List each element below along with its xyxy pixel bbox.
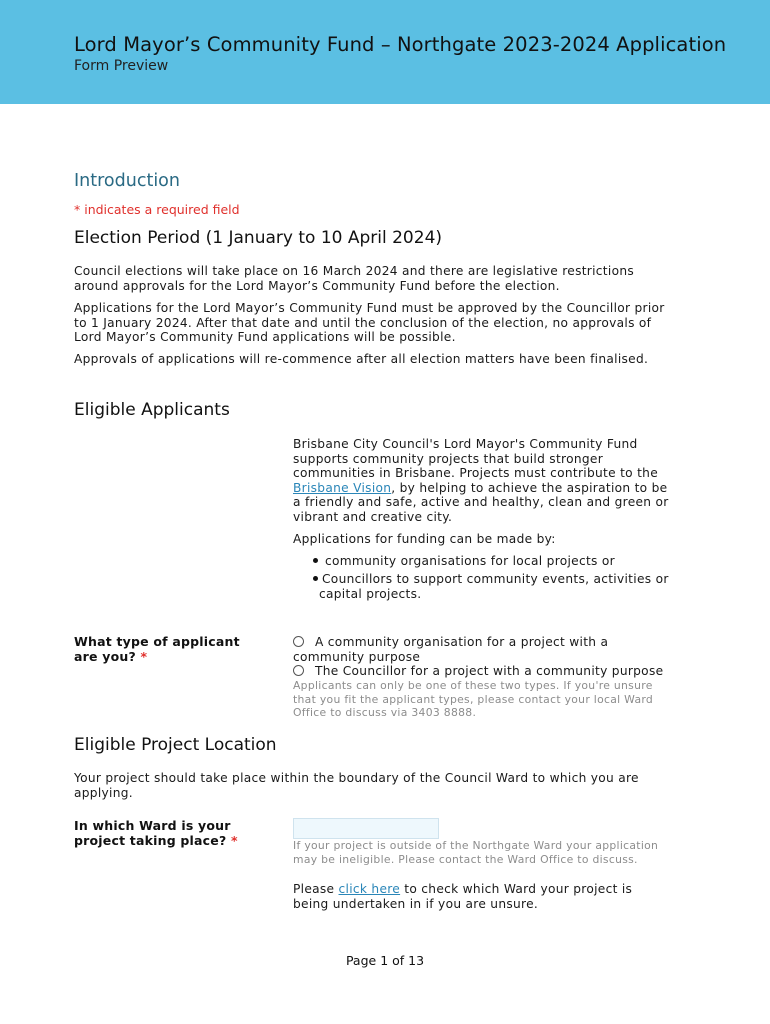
check-before: Please [293,882,339,896]
eligible-applicants-description [293,437,693,525]
radio-label-continuation: community purpose [293,649,421,664]
page-number: Page 1 of 13 [345,953,425,968]
check-after: to check which Ward your project is [400,882,633,896]
desc-line: vibrant and creative city. [293,509,453,524]
desc-line-with-link [293,481,693,496]
help-line: may be ineligible. Please contact the Ward Office to discuss. [293,852,638,866]
radio-option-councillor[interactable] [293,664,673,679]
bullet-dot-icon [313,558,318,563]
form-subtitle: Form Preview [74,58,169,74]
bullet-text: community organisations for local projects or [325,554,615,568]
click-here-link[interactable]: click here [338,882,401,896]
brisbane-vision-link[interactable]: Brisbane Vision [293,480,392,495]
required-marker: * [140,649,148,664]
election-p2-line: Applications for the Lord Mayor’s Community Fund must be approved by the Councillor prior [74,301,665,315]
bullet-item [313,554,615,569]
label-text: project taking place? [74,833,227,848]
bullet-text: Councillors to support community events, activities or [322,572,669,586]
election-p2-line: Lord Mayor’s Community Fund applications will be possible. [74,330,456,345]
desc-line: applying. [74,785,133,800]
help-line: that you fit the applicant types, please contact your local Ward [293,692,654,706]
bullet-continuation: capital projects. [319,587,422,601]
header-banner [0,0,770,104]
election-p1-line: around approvals for the Lord Mayor’s Community Fund before the election. [74,278,560,293]
ward-check-text [293,882,693,911]
check-line-2: being undertaken in if you are unsure. [293,896,539,911]
required-field-note: * indicates a required field [74,202,240,217]
election-paragraph-2 [74,301,694,345]
desc-line: Brisbane City Council's Lord Mayor's Community Fund [293,437,638,451]
election-p2-line: to 1 January 2024. After that date and until the conclusion of the election, no approvals of [74,315,652,330]
election-paragraph-3: Approvals of applications will re-commence after all election matters have been finalised. [74,352,649,366]
radio-circle-icon[interactable] [293,636,304,647]
help-line: Applicants can only be one of these two types. If you're unsure [293,679,653,692]
label-line-2 [74,649,274,664]
ward-question-label [74,818,274,848]
bullet-item [313,572,669,587]
desc-line: communities in Brisbane. Projects must contribute to the [293,466,658,481]
label-line: What type of applicant [74,634,240,649]
required-marker: * [230,833,238,848]
ward-input[interactable] [293,818,439,839]
radio-option-community-organisation[interactable] [293,635,673,664]
ward-help [293,839,693,866]
desc-line: supports community projects that build stronger [293,451,604,466]
election-p1-line: Council elections will take place on 16 March 2024 and there are legislative restrictions [74,264,634,278]
applicant-type-label [74,634,274,664]
label-line: In which Ward is your [74,818,231,833]
project-location-description [74,771,694,800]
label-text: are you? [74,649,136,664]
radio-label: A community organisation for a project with a [315,635,609,649]
radio-label: The Councillor for a project with a community purpose [315,664,664,678]
introduction-heading: Introduction [74,171,180,191]
check-line [293,882,693,897]
applicant-type-help [293,679,693,720]
form-title: Lord Mayor’s Community Fund – Northgate 2023-2024 Application [74,33,727,56]
eligible-applicants-heading: Eligible Applicants [74,400,230,420]
help-line: If your project is outside of the Northgate Ward your application [293,839,659,852]
election-period-heading: Election Period (1 January to 10 April 2024) [74,228,443,248]
election-paragraph-1 [74,264,694,293]
help-line: Office to discuss via 3403 8888. [293,706,477,719]
radio-circle-icon[interactable] [293,665,304,676]
funding-intro: Applications for funding can be made by: [293,532,556,546]
bullet-dot-icon [313,576,318,581]
desc-line: a friendly and safe, active and healthy, clean and green or [293,495,669,510]
desc-after-link: , by helping to achieve the aspiration to be [391,480,668,495]
project-location-heading: Eligible Project Location [74,735,277,755]
desc-line: Your project should take place within the boundary of the Council Ward to which you are [74,771,639,785]
label-line-2 [74,833,274,848]
